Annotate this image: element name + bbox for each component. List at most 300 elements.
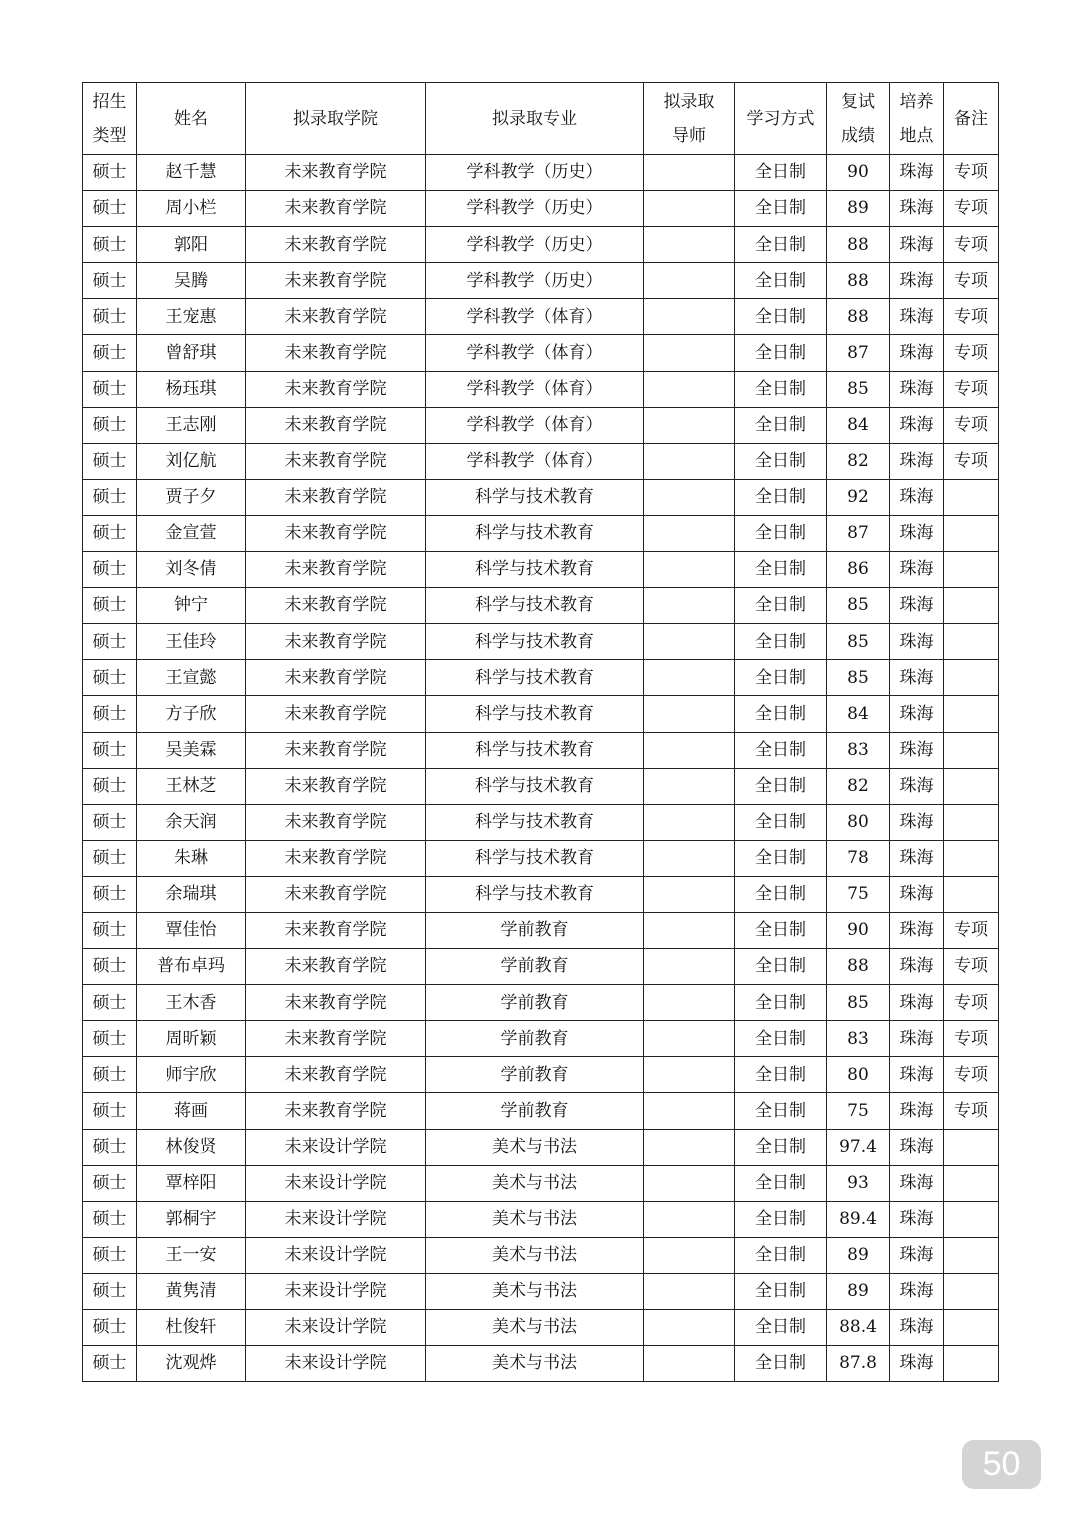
cell-score: 92 <box>827 479 890 515</box>
cell-advisor <box>644 696 735 732</box>
cell-name: 王宠惠 <box>137 299 246 335</box>
cell-mode: 全日制 <box>735 263 827 299</box>
table-row <box>83 1021 999 1057</box>
table-row <box>83 696 999 732</box>
cell-advisor <box>644 840 735 876</box>
cell-score: 88 <box>827 227 890 263</box>
cell-major: 学科教学（历史） <box>426 227 644 263</box>
cell-note: 专项 <box>944 912 999 948</box>
cell-college: 未来教育学院 <box>246 696 426 732</box>
cell-major: 科学与技术教育 <box>426 552 644 588</box>
cell-advisor <box>644 191 735 227</box>
cell-advisor <box>644 515 735 551</box>
cell-mode: 全日制 <box>735 1237 827 1273</box>
table-row <box>83 912 999 948</box>
cell-location: 珠海 <box>890 949 944 985</box>
cell-name: 沈观烨 <box>137 1346 246 1382</box>
cell-mode: 全日制 <box>735 552 827 588</box>
cell-advisor <box>644 263 735 299</box>
cell-name: 余瑞琪 <box>137 876 246 912</box>
cell-type: 硕士 <box>83 1346 137 1382</box>
cell-score: 83 <box>827 732 890 768</box>
cell-name: 黄隽清 <box>137 1273 246 1309</box>
cell-location: 珠海 <box>890 660 944 696</box>
column-header-name <box>137 83 246 155</box>
cell-score: 93 <box>827 1165 890 1201</box>
cell-location: 珠海 <box>890 1165 944 1201</box>
column-header-text: 姓名 <box>174 108 208 129</box>
cell-college: 未来教育学院 <box>246 443 426 479</box>
cell-location: 珠海 <box>890 371 944 407</box>
cell-location: 珠海 <box>890 1021 944 1057</box>
cell-college: 未来设计学院 <box>246 1237 426 1273</box>
cell-advisor <box>644 804 735 840</box>
table-row <box>83 732 999 768</box>
cell-major: 科学与技术教育 <box>426 804 644 840</box>
cell-name: 刘亿航 <box>137 443 246 479</box>
table-row <box>83 155 999 191</box>
page-number-badge: 50 <box>962 1440 1041 1489</box>
cell-location: 珠海 <box>890 155 944 191</box>
cell-location: 珠海 <box>890 912 944 948</box>
cell-score: 85 <box>827 985 890 1021</box>
cell-advisor <box>644 912 735 948</box>
cell-mode: 全日制 <box>735 1057 827 1093</box>
cell-location: 珠海 <box>890 840 944 876</box>
table-row <box>83 1273 999 1309</box>
cell-name: 方子欣 <box>137 696 246 732</box>
column-header-text: 备注 <box>954 108 988 129</box>
cell-major: 学前教育 <box>426 1057 644 1093</box>
cell-major: 学科教学（历史） <box>426 263 644 299</box>
cell-location: 珠海 <box>890 191 944 227</box>
cell-type: 硕士 <box>83 840 137 876</box>
cell-note <box>944 588 999 624</box>
table-header <box>83 83 999 155</box>
cell-advisor <box>644 660 735 696</box>
cell-type: 硕士 <box>83 1310 137 1346</box>
cell-score: 78 <box>827 840 890 876</box>
cell-location: 珠海 <box>890 552 944 588</box>
cell-name: 王宣懿 <box>137 660 246 696</box>
cell-college: 未来设计学院 <box>246 1129 426 1165</box>
cell-score: 88 <box>827 299 890 335</box>
cell-mode: 全日制 <box>735 985 827 1021</box>
cell-major: 学科教学（体育） <box>426 443 644 479</box>
table-row <box>83 1201 999 1237</box>
cell-location: 珠海 <box>890 624 944 660</box>
cell-name: 师宇欣 <box>137 1057 246 1093</box>
cell-note: 专项 <box>944 299 999 335</box>
cell-name: 吴美霖 <box>137 732 246 768</box>
cell-name: 杨珏琪 <box>137 371 246 407</box>
cell-advisor <box>644 552 735 588</box>
table-row <box>83 876 999 912</box>
cell-score: 75 <box>827 1093 890 1129</box>
cell-note <box>944 552 999 588</box>
cell-score: 90 <box>827 155 890 191</box>
cell-name: 余天润 <box>137 804 246 840</box>
column-header-location <box>890 83 944 155</box>
cell-major: 学科教学（体育） <box>426 407 644 443</box>
table-row <box>83 1346 999 1382</box>
cell-major: 美术与书法 <box>426 1165 644 1201</box>
cell-mode: 全日制 <box>735 1346 827 1382</box>
cell-score: 85 <box>827 660 890 696</box>
table-row <box>83 335 999 371</box>
cell-college: 未来设计学院 <box>246 1310 426 1346</box>
cell-mode: 全日制 <box>735 949 827 985</box>
cell-score: 89.4 <box>827 1201 890 1237</box>
cell-name: 钟宁 <box>137 588 246 624</box>
cell-advisor <box>644 479 735 515</box>
cell-major: 美术与书法 <box>426 1310 644 1346</box>
cell-mode: 全日制 <box>735 1093 827 1129</box>
table-row <box>83 949 999 985</box>
cell-name: 郭阳 <box>137 227 246 263</box>
cell-name: 覃梓阳 <box>137 1165 246 1201</box>
column-header-text: 地点 <box>899 125 934 146</box>
cell-college: 未来教育学院 <box>246 479 426 515</box>
cell-name: 杜俊轩 <box>137 1310 246 1346</box>
column-header-text: 招生 <box>92 91 127 112</box>
cell-note: 专项 <box>944 949 999 985</box>
cell-advisor <box>644 443 735 479</box>
cell-advisor <box>644 1346 735 1382</box>
cell-mode: 全日制 <box>735 588 827 624</box>
table-row <box>83 227 999 263</box>
cell-college: 未来教育学院 <box>246 1057 426 1093</box>
cell-major: 科学与技术教育 <box>426 840 644 876</box>
column-header-college <box>246 83 426 155</box>
cell-major: 学科教学（历史） <box>426 155 644 191</box>
column-header-text: 拟录取学院 <box>293 108 378 129</box>
cell-name: 金宣萱 <box>137 515 246 551</box>
column-header-text: 拟录取专业 <box>492 108 577 129</box>
table-row <box>83 804 999 840</box>
cell-type: 硕士 <box>83 1057 137 1093</box>
cell-location: 珠海 <box>890 1346 944 1382</box>
column-header-major <box>426 83 644 155</box>
cell-name: 赵千慧 <box>137 155 246 191</box>
column-header-text: 复试 <box>841 91 875 112</box>
cell-advisor <box>644 1273 735 1309</box>
cell-advisor <box>644 1310 735 1346</box>
cell-type: 硕士 <box>83 1129 137 1165</box>
cell-location: 珠海 <box>890 588 944 624</box>
cell-advisor <box>644 1129 735 1165</box>
cell-major: 科学与技术教育 <box>426 515 644 551</box>
cell-location: 珠海 <box>890 1093 944 1129</box>
cell-advisor <box>644 1201 735 1237</box>
table-row <box>83 985 999 1021</box>
cell-note <box>944 660 999 696</box>
cell-college: 未来教育学院 <box>246 876 426 912</box>
cell-mode: 全日制 <box>735 912 827 948</box>
cell-college: 未来教育学院 <box>246 515 426 551</box>
cell-major: 科学与技术教育 <box>426 479 644 515</box>
cell-location: 珠海 <box>890 1057 944 1093</box>
cell-mode: 全日制 <box>735 479 827 515</box>
cell-type: 硕士 <box>83 1093 137 1129</box>
cell-college: 未来教育学院 <box>246 660 426 696</box>
cell-major: 科学与技术教育 <box>426 768 644 804</box>
cell-advisor <box>644 1165 735 1201</box>
cell-note <box>944 1237 999 1273</box>
cell-location: 珠海 <box>890 1237 944 1273</box>
cell-mode: 全日制 <box>735 768 827 804</box>
cell-type: 硕士 <box>83 515 137 551</box>
cell-major: 美术与书法 <box>426 1237 644 1273</box>
cell-major: 学前教育 <box>426 1093 644 1129</box>
cell-college: 未来教育学院 <box>246 155 426 191</box>
cell-name: 蒋画 <box>137 1093 246 1129</box>
table-row <box>83 660 999 696</box>
cell-type: 硕士 <box>83 768 137 804</box>
cell-college: 未来教育学院 <box>246 732 426 768</box>
table-row <box>83 1057 999 1093</box>
cell-score: 87.8 <box>827 1346 890 1382</box>
cell-major: 科学与技术教育 <box>426 696 644 732</box>
table-row <box>83 371 999 407</box>
cell-advisor <box>644 876 735 912</box>
cell-note: 专项 <box>944 985 999 1021</box>
cell-advisor <box>644 1237 735 1273</box>
cell-name: 王木香 <box>137 985 246 1021</box>
table-row <box>83 552 999 588</box>
cell-advisor <box>644 407 735 443</box>
cell-type: 硕士 <box>83 371 137 407</box>
table-row <box>83 588 999 624</box>
cell-type: 硕士 <box>83 155 137 191</box>
cell-advisor <box>644 371 735 407</box>
cell-score: 87 <box>827 335 890 371</box>
cell-type: 硕士 <box>83 804 137 840</box>
table-row <box>83 479 999 515</box>
cell-name: 覃佳怡 <box>137 912 246 948</box>
header-row <box>83 83 999 155</box>
cell-type: 硕士 <box>83 912 137 948</box>
cell-major: 美术与书法 <box>426 1273 644 1309</box>
cell-note: 专项 <box>944 1021 999 1057</box>
cell-type: 硕士 <box>83 263 137 299</box>
cell-note <box>944 1310 999 1346</box>
cell-name: 贾子夕 <box>137 479 246 515</box>
cell-major: 学前教育 <box>426 1021 644 1057</box>
cell-type: 硕士 <box>83 588 137 624</box>
cell-college: 未来教育学院 <box>246 840 426 876</box>
cell-college: 未来教育学院 <box>246 985 426 1021</box>
table-row <box>83 1093 999 1129</box>
cell-college: 未来设计学院 <box>246 1201 426 1237</box>
cell-type: 硕士 <box>83 335 137 371</box>
table-row <box>83 407 999 443</box>
cell-mode: 全日制 <box>735 1129 827 1165</box>
cell-name: 周昕颖 <box>137 1021 246 1057</box>
table-row <box>83 299 999 335</box>
cell-major: 学科教学（体育） <box>426 335 644 371</box>
cell-location: 珠海 <box>890 263 944 299</box>
cell-score: 88 <box>827 949 890 985</box>
cell-note: 专项 <box>944 227 999 263</box>
cell-college: 未来教育学院 <box>246 588 426 624</box>
cell-note: 专项 <box>944 443 999 479</box>
cell-score: 84 <box>827 696 890 732</box>
cell-major: 学科教学（历史） <box>426 191 644 227</box>
cell-location: 珠海 <box>890 696 944 732</box>
table-row <box>83 263 999 299</box>
cell-score: 86 <box>827 552 890 588</box>
cell-mode: 全日制 <box>735 804 827 840</box>
cell-mode: 全日制 <box>735 1021 827 1057</box>
cell-mode: 全日制 <box>735 407 827 443</box>
cell-type: 硕士 <box>83 696 137 732</box>
cell-score: 82 <box>827 768 890 804</box>
cell-type: 硕士 <box>83 1021 137 1057</box>
cell-major: 科学与技术教育 <box>426 588 644 624</box>
cell-location: 珠海 <box>890 443 944 479</box>
cell-name: 刘冬倩 <box>137 552 246 588</box>
cell-note <box>944 515 999 551</box>
cell-mode: 全日制 <box>735 1165 827 1201</box>
column-header-type <box>83 83 137 155</box>
cell-college: 未来教育学院 <box>246 804 426 840</box>
cell-name: 吴腾 <box>137 263 246 299</box>
cell-type: 硕士 <box>83 407 137 443</box>
cell-advisor <box>644 299 735 335</box>
cell-note <box>944 1165 999 1201</box>
cell-mode: 全日制 <box>735 227 827 263</box>
cell-college: 未来教育学院 <box>246 371 426 407</box>
cell-type: 硕士 <box>83 732 137 768</box>
cell-location: 珠海 <box>890 732 944 768</box>
cell-college: 未来教育学院 <box>246 263 426 299</box>
cell-location: 珠海 <box>890 299 944 335</box>
cell-advisor <box>644 155 735 191</box>
column-header-text: 导师 <box>672 125 706 146</box>
column-header-text: 成绩 <box>841 125 875 146</box>
cell-type: 硕士 <box>83 660 137 696</box>
cell-mode: 全日制 <box>735 371 827 407</box>
cell-mode: 全日制 <box>735 299 827 335</box>
cell-score: 85 <box>827 371 890 407</box>
cell-mode: 全日制 <box>735 732 827 768</box>
column-header-text: 培养 <box>899 91 934 112</box>
cell-college: 未来设计学院 <box>246 1273 426 1309</box>
cell-location: 珠海 <box>890 1310 944 1346</box>
cell-mode: 全日制 <box>735 191 827 227</box>
cell-note <box>944 624 999 660</box>
cell-note <box>944 840 999 876</box>
cell-score: 84 <box>827 407 890 443</box>
cell-location: 珠海 <box>890 515 944 551</box>
cell-note: 专项 <box>944 335 999 371</box>
column-header-text: 学习方式 <box>746 108 815 129</box>
cell-type: 硕士 <box>83 985 137 1021</box>
cell-mode: 全日制 <box>735 1201 827 1237</box>
cell-score: 85 <box>827 588 890 624</box>
cell-mode: 全日制 <box>735 624 827 660</box>
cell-score: 75 <box>827 876 890 912</box>
cell-name: 郭桐宇 <box>137 1201 246 1237</box>
cell-note <box>944 804 999 840</box>
cell-mode: 全日制 <box>735 876 827 912</box>
cell-note <box>944 732 999 768</box>
cell-advisor <box>644 227 735 263</box>
cell-score: 82 <box>827 443 890 479</box>
cell-score: 80 <box>827 1057 890 1093</box>
cell-note: 专项 <box>944 155 999 191</box>
cell-college: 未来教育学院 <box>246 407 426 443</box>
cell-note: 专项 <box>944 371 999 407</box>
cell-major: 科学与技术教育 <box>426 732 644 768</box>
column-header-mode <box>735 83 827 155</box>
cell-note: 专项 <box>944 1057 999 1093</box>
cell-type: 硕士 <box>83 1165 137 1201</box>
cell-major: 科学与技术教育 <box>426 660 644 696</box>
cell-mode: 全日制 <box>735 660 827 696</box>
cell-major: 科学与技术教育 <box>426 624 644 660</box>
cell-note: 专项 <box>944 263 999 299</box>
cell-mode: 全日制 <box>735 840 827 876</box>
cell-college: 未来教育学院 <box>246 1021 426 1057</box>
cell-score: 85 <box>827 624 890 660</box>
admission-list-table <box>82 82 999 1382</box>
cell-mode: 全日制 <box>735 515 827 551</box>
cell-location: 珠海 <box>890 1201 944 1237</box>
cell-advisor <box>644 1093 735 1129</box>
cell-score: 89 <box>827 1237 890 1273</box>
cell-major: 学前教育 <box>426 985 644 1021</box>
cell-college: 未来设计学院 <box>246 1165 426 1201</box>
table-body <box>83 155 999 1382</box>
table-row <box>83 191 999 227</box>
cell-college: 未来教育学院 <box>246 1093 426 1129</box>
cell-major: 美术与书法 <box>426 1346 644 1382</box>
cell-note <box>944 1273 999 1309</box>
cell-advisor <box>644 1021 735 1057</box>
table-row <box>83 840 999 876</box>
cell-note: 专项 <box>944 191 999 227</box>
cell-score: 83 <box>827 1021 890 1057</box>
cell-name: 林俊贤 <box>137 1129 246 1165</box>
cell-location: 珠海 <box>890 804 944 840</box>
cell-advisor <box>644 768 735 804</box>
cell-college: 未来教育学院 <box>246 768 426 804</box>
cell-location: 珠海 <box>890 768 944 804</box>
cell-mode: 全日制 <box>735 155 827 191</box>
cell-name: 曾舒琪 <box>137 335 246 371</box>
cell-location: 珠海 <box>890 985 944 1021</box>
cell-advisor <box>644 985 735 1021</box>
cell-mode: 全日制 <box>735 443 827 479</box>
table-row <box>83 515 999 551</box>
cell-type: 硕士 <box>83 876 137 912</box>
cell-score: 88 <box>827 263 890 299</box>
cell-type: 硕士 <box>83 1273 137 1309</box>
cell-note <box>944 1129 999 1165</box>
cell-location: 珠海 <box>890 479 944 515</box>
cell-note <box>944 479 999 515</box>
cell-location: 珠海 <box>890 227 944 263</box>
cell-type: 硕士 <box>83 227 137 263</box>
cell-advisor <box>644 624 735 660</box>
cell-name: 普布卓玛 <box>137 949 246 985</box>
cell-name: 周小栏 <box>137 191 246 227</box>
cell-mode: 全日制 <box>735 696 827 732</box>
cell-type: 硕士 <box>83 443 137 479</box>
cell-college: 未来教育学院 <box>246 191 426 227</box>
